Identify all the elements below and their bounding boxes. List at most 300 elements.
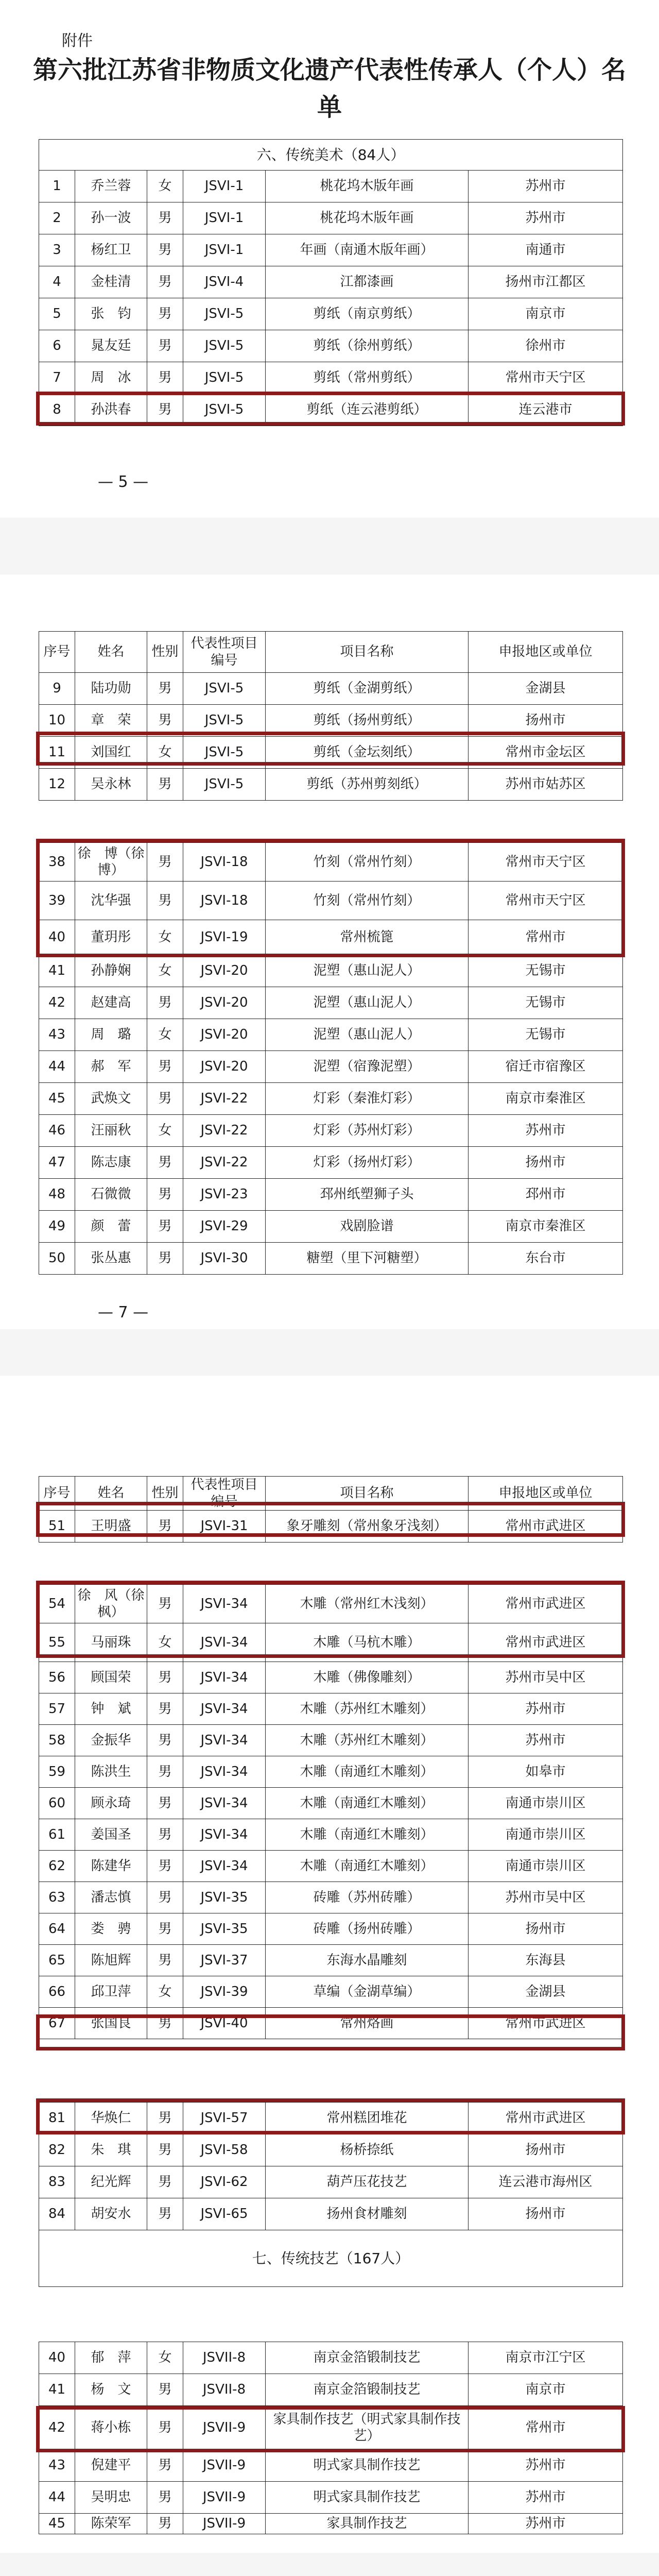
cell-region: 无锡市 bbox=[469, 955, 623, 987]
cell-region: 常州市天宁区 bbox=[469, 843, 623, 882]
cell-code: JSVII-9 bbox=[183, 2450, 266, 2482]
cell-gender: 男 bbox=[147, 298, 183, 330]
cell-name: 胡安水 bbox=[75, 2198, 147, 2230]
cell-code: JSVI-23 bbox=[183, 1179, 266, 1211]
cell-seq: 7 bbox=[39, 362, 75, 394]
cell-project: 杨桥捺纸 bbox=[266, 2134, 469, 2166]
cell-gender: 男 bbox=[147, 1913, 183, 1945]
table-row bbox=[39, 1976, 623, 2008]
cell-seq: 44 bbox=[39, 1051, 75, 1083]
cell-seq: 54 bbox=[39, 1585, 75, 1623]
cell-region: 苏州市 bbox=[469, 2482, 623, 2514]
cell-code: JSVI-20 bbox=[183, 955, 266, 987]
cell-seq: 59 bbox=[39, 1756, 75, 1788]
cell-seq: 3 bbox=[39, 234, 75, 266]
cell-project: 木雕（南通红木雕刻） bbox=[266, 1788, 469, 1819]
cell-project: 明式家具制作技艺 bbox=[266, 2482, 469, 2514]
cell-project: 泥塑（惠山泥人） bbox=[266, 987, 469, 1019]
cell-project: 象牙雕刻（常州象牙浅刻） bbox=[266, 1511, 469, 1543]
cell-seq: 5 bbox=[39, 298, 75, 330]
cell-code: JSVI-34 bbox=[183, 1585, 266, 1623]
cell-name: 赵建高 bbox=[75, 987, 147, 1019]
cell-gender: 男 bbox=[147, 2406, 183, 2450]
cell-seq: 56 bbox=[39, 1662, 75, 1693]
cell-gender: 男 bbox=[147, 2166, 183, 2198]
cell-name: 武焕文 bbox=[75, 1083, 147, 1115]
cell-gender: 男 bbox=[147, 2008, 183, 2039]
cell-name: 潘志慎 bbox=[75, 1882, 147, 1913]
cell-gender: 男 bbox=[147, 1788, 183, 1819]
cell-region: 南通市崇川区 bbox=[469, 1851, 623, 1882]
cell-seq: 43 bbox=[39, 1019, 75, 1051]
cell-region: 苏州市 bbox=[469, 1693, 623, 1725]
cell-seq: 38 bbox=[39, 843, 75, 882]
cell-region: 南通市崇川区 bbox=[469, 1788, 623, 1819]
cell-region: 东台市 bbox=[469, 1243, 623, 1275]
table-page-3d bbox=[39, 2342, 623, 2534]
cell-code: JSVI-34 bbox=[183, 1623, 266, 1662]
cell-seq: 61 bbox=[39, 1819, 75, 1851]
cell-gender: 女 bbox=[147, 1115, 183, 1147]
cell-region: 金湖县 bbox=[469, 673, 623, 705]
cell-code: JSVII-8 bbox=[183, 2374, 266, 2406]
table-row bbox=[39, 2514, 623, 2534]
cell-code: JSVI-5 bbox=[183, 673, 266, 705]
table-row bbox=[39, 1211, 623, 1243]
cell-gender: 男 bbox=[147, 673, 183, 705]
table-row bbox=[39, 1623, 623, 1662]
table-row bbox=[39, 705, 623, 737]
cell-region: 常州市武进区 bbox=[469, 1585, 623, 1623]
cell-project: 泥塑（惠山泥人） bbox=[266, 955, 469, 987]
header-code: 代表性项目编号 bbox=[183, 632, 266, 673]
cell-code: JSVI-4 bbox=[183, 266, 266, 298]
cell-project: 戏剧脸谱 bbox=[266, 1211, 469, 1243]
table-row bbox=[39, 1913, 623, 1945]
cell-region: 南通市崇川区 bbox=[469, 1819, 623, 1851]
table-row bbox=[39, 2374, 623, 2406]
cell-code: JSVI-35 bbox=[183, 1882, 266, 1913]
cell-gender: 男 bbox=[147, 202, 183, 234]
cell-code: JSVI-20 bbox=[183, 987, 266, 1019]
cell-project: 扬州食材雕刻 bbox=[266, 2198, 469, 2230]
cell-region: 常州市武进区 bbox=[469, 1623, 623, 1662]
cell-gender: 男 bbox=[147, 234, 183, 266]
cell-seq: 44 bbox=[39, 2482, 75, 2514]
cell-gender: 女 bbox=[147, 920, 183, 955]
header-gender: 性别 bbox=[147, 1477, 183, 1511]
cell-project: 木雕（南通红木雕刻） bbox=[266, 1819, 469, 1851]
cell-gender: 男 bbox=[147, 2514, 183, 2534]
cell-code: JSVI-39 bbox=[183, 1976, 266, 2008]
cell-seq: 39 bbox=[39, 882, 75, 920]
table-row bbox=[39, 987, 623, 1019]
cell-seq: 67 bbox=[39, 2008, 75, 2039]
cell-name: 马丽珠 bbox=[75, 1623, 147, 1662]
cell-gender: 男 bbox=[147, 1819, 183, 1851]
cell-region: 扬州市 bbox=[469, 1147, 623, 1179]
cell-code: JSVII-9 bbox=[183, 2406, 266, 2450]
cell-region: 苏州市 bbox=[469, 171, 623, 202]
header-region: 申报地区或单位 bbox=[469, 1477, 623, 1511]
cell-gender: 男 bbox=[147, 1945, 183, 1976]
cell-code: JSVI-65 bbox=[183, 2198, 266, 2230]
cell-code: JSVI-57 bbox=[183, 2103, 266, 2134]
cell-gender: 女 bbox=[147, 171, 183, 202]
cell-name: 华焕仁 bbox=[75, 2103, 147, 2134]
cell-gender: 男 bbox=[147, 362, 183, 394]
cell-seq: 51 bbox=[39, 1511, 75, 1543]
cell-name: 周 璐 bbox=[75, 1019, 147, 1051]
cell-seq: 9 bbox=[39, 673, 75, 705]
cell-seq: 82 bbox=[39, 2134, 75, 2166]
cell-seq: 57 bbox=[39, 1693, 75, 1725]
cell-project: 家具制作技艺 bbox=[266, 2514, 469, 2534]
cell-region: 宿迁市宿豫区 bbox=[469, 1051, 623, 1083]
cell-project: 江都漆画 bbox=[266, 266, 469, 298]
cell-code: JSVI-5 bbox=[183, 298, 266, 330]
cell-seq: 46 bbox=[39, 1115, 75, 1147]
cell-name: 郝 军 bbox=[75, 1051, 147, 1083]
table-row bbox=[39, 2198, 623, 2230]
cell-region: 常州市 bbox=[469, 920, 623, 955]
cell-seq: 45 bbox=[39, 2514, 75, 2534]
cell-gender: 男 bbox=[147, 1662, 183, 1693]
cell-code: JSVII-9 bbox=[183, 2482, 266, 2514]
cell-project: 常州糕团堆花 bbox=[266, 2103, 469, 2134]
cell-name: 娄 骋 bbox=[75, 1913, 147, 1945]
cell-code: JSVII-9 bbox=[183, 2514, 266, 2534]
cell-gender: 男 bbox=[147, 2198, 183, 2230]
cell-gender: 男 bbox=[147, 2103, 183, 2134]
page-title: 第六批江苏省非物质文化遗产代表性传承人（个人）名单 bbox=[32, 56, 626, 122]
cell-gender: 女 bbox=[147, 1019, 183, 1051]
cell-project: 木雕（苏州红木雕刻） bbox=[266, 1725, 469, 1756]
cell-seq: 12 bbox=[39, 769, 75, 801]
cell-name: 邱卫萍 bbox=[75, 1976, 147, 2008]
cell-name: 陈建华 bbox=[75, 1851, 147, 1882]
cell-region: 南京市 bbox=[469, 298, 623, 330]
header-code: 代表性项目编号 bbox=[183, 1477, 266, 1511]
table-row bbox=[39, 1725, 623, 1756]
cell-region: 苏州市 bbox=[469, 2450, 623, 2482]
cell-region: 苏州市 bbox=[469, 202, 623, 234]
category-heading: 七、传统技艺（167人） bbox=[39, 2230, 623, 2287]
cell-seq: 42 bbox=[39, 2406, 75, 2450]
cell-seq: 11 bbox=[39, 737, 75, 769]
cell-code: JSVI-1 bbox=[183, 171, 266, 202]
cell-region: 苏州市吴中区 bbox=[469, 1882, 623, 1913]
cell-region: 连云港市 bbox=[469, 394, 623, 426]
cell-gender: 男 bbox=[147, 1243, 183, 1275]
cell-name: 姜国圣 bbox=[75, 1819, 147, 1851]
cell-region: 常州市武进区 bbox=[469, 2008, 623, 2039]
cell-gender: 女 bbox=[147, 1623, 183, 1662]
cell-project: 木雕（南通红木雕刻） bbox=[266, 1851, 469, 1882]
cell-seq: 1 bbox=[39, 171, 75, 202]
cell-region: 苏州市吴中区 bbox=[469, 1662, 623, 1693]
cell-seq: 42 bbox=[39, 987, 75, 1019]
cell-gender: 男 bbox=[147, 330, 183, 362]
cell-code: JSVI-1 bbox=[183, 234, 266, 266]
table-row bbox=[39, 1083, 623, 1115]
cell-region: 常州市金坛区 bbox=[469, 737, 623, 769]
cell-seq: 58 bbox=[39, 1725, 75, 1756]
cell-code: JSVII-8 bbox=[183, 2342, 266, 2374]
cell-gender: 男 bbox=[147, 266, 183, 298]
header-project: 项目名称 bbox=[266, 1477, 469, 1511]
table-page-2b bbox=[39, 842, 623, 1275]
table-row bbox=[39, 1147, 623, 1179]
cell-project: 剪纸（常州剪纸） bbox=[266, 362, 469, 394]
cell-name: 董玥彤 bbox=[75, 920, 147, 955]
cell-project: 竹刻（常州竹刻） bbox=[266, 843, 469, 882]
cell-name: 朱 琪 bbox=[75, 2134, 147, 2166]
cell-gender: 男 bbox=[147, 2134, 183, 2166]
cell-project: 桃花坞木版年画 bbox=[266, 202, 469, 234]
cell-project: 剪纸（扬州剪纸） bbox=[266, 705, 469, 737]
cell-name: 倪建平 bbox=[75, 2450, 147, 2482]
cell-gender: 男 bbox=[147, 987, 183, 1019]
cell-project: 木雕（苏州红木雕刻） bbox=[266, 1693, 469, 1725]
cell-gender: 男 bbox=[147, 1756, 183, 1788]
cell-gender: 女 bbox=[147, 955, 183, 987]
cell-region: 常州市武进区 bbox=[469, 2103, 623, 2134]
cell-project: 葫芦压花技艺 bbox=[266, 2166, 469, 2198]
cell-name: 周 冰 bbox=[75, 362, 147, 394]
cell-seq: 65 bbox=[39, 1945, 75, 1976]
table-row bbox=[39, 1788, 623, 1819]
cell-code: JSVI-22 bbox=[183, 1147, 266, 1179]
cell-code: JSVI-5 bbox=[183, 769, 266, 801]
cell-project: 桃花坞木版年画 bbox=[266, 171, 469, 202]
cell-project: 木雕（常州红木浅刻） bbox=[266, 1585, 469, 1623]
cell-name: 刘国红 bbox=[75, 737, 147, 769]
cell-project: 灯彩（苏州灯彩） bbox=[266, 1115, 469, 1147]
cell-code: JSVI-29 bbox=[183, 1211, 266, 1243]
cell-code: JSVI-5 bbox=[183, 330, 266, 362]
table-row bbox=[39, 2134, 623, 2166]
cell-project: 东海水晶雕刻 bbox=[266, 1945, 469, 1976]
cell-project: 竹刻（常州竹刻） bbox=[266, 882, 469, 920]
table-page-3b bbox=[39, 1584, 623, 2039]
cell-region: 常州市天宁区 bbox=[469, 362, 623, 394]
table-row bbox=[39, 1019, 623, 1051]
cell-name: 汪丽秋 bbox=[75, 1115, 147, 1147]
table-page-3c bbox=[39, 2102, 623, 2287]
cell-name: 陆功勋 bbox=[75, 673, 147, 705]
cell-name: 吴明忠 bbox=[75, 2482, 147, 2514]
cell-project: 剪纸（金湖剪纸） bbox=[266, 673, 469, 705]
cell-gender: 男 bbox=[147, 1083, 183, 1115]
cell-gender: 男 bbox=[147, 882, 183, 920]
cell-region: 苏州市 bbox=[469, 2514, 623, 2534]
cell-region: 南京市秦淮区 bbox=[469, 1083, 623, 1115]
header-name: 姓名 bbox=[75, 1477, 147, 1511]
cell-code: JSVI-18 bbox=[183, 843, 266, 882]
cell-gender: 男 bbox=[147, 1851, 183, 1882]
cell-region: 常州市武进区 bbox=[469, 1511, 623, 1543]
cell-region: 连云港市海州区 bbox=[469, 2166, 623, 2198]
table-row bbox=[39, 394, 623, 426]
cell-seq: 8 bbox=[39, 394, 75, 426]
cell-code: JSVI-34 bbox=[183, 1788, 266, 1819]
cell-region: 金湖县 bbox=[469, 1976, 623, 2008]
cell-code: JSVI-5 bbox=[183, 394, 266, 426]
cell-seq: 40 bbox=[39, 2342, 75, 2374]
cell-name: 张国良 bbox=[75, 2008, 147, 2039]
table-row bbox=[39, 1851, 623, 1882]
cell-project: 木雕（南通红木雕刻） bbox=[266, 1756, 469, 1788]
cell-gender: 女 bbox=[147, 2342, 183, 2374]
table-row bbox=[39, 330, 623, 362]
cell-seq: 83 bbox=[39, 2166, 75, 2198]
table-row bbox=[39, 1179, 623, 1211]
cell-region: 扬州市 bbox=[469, 705, 623, 737]
cell-seq: 49 bbox=[39, 1211, 75, 1243]
table-row bbox=[39, 202, 623, 234]
cell-name: 孙一波 bbox=[75, 202, 147, 234]
cell-name: 郁 萍 bbox=[75, 2342, 147, 2374]
cell-project: 常州梳篦 bbox=[266, 920, 469, 955]
table-row bbox=[39, 1511, 623, 1543]
cell-name: 杨红卫 bbox=[75, 234, 147, 266]
table-row bbox=[39, 2406, 623, 2450]
cell-seq: 47 bbox=[39, 1147, 75, 1179]
table-row bbox=[39, 2166, 623, 2198]
table-row bbox=[39, 362, 623, 394]
cell-code: JSVI-34 bbox=[183, 1693, 266, 1725]
table-row bbox=[39, 1662, 623, 1693]
cell-seq: 6 bbox=[39, 330, 75, 362]
cell-project: 常州烙画 bbox=[266, 2008, 469, 2039]
cell-project: 剪纸（金坛刻纸） bbox=[266, 737, 469, 769]
cell-name: 顾永琦 bbox=[75, 1788, 147, 1819]
cell-name: 陈洪生 bbox=[75, 1756, 147, 1788]
cell-seq: 41 bbox=[39, 2374, 75, 2406]
cell-region: 徐州市 bbox=[469, 330, 623, 362]
table-row bbox=[39, 298, 623, 330]
cell-code: JSVI-34 bbox=[183, 1725, 266, 1756]
cell-name: 吴永林 bbox=[75, 769, 147, 801]
page-number-5: — 5 — bbox=[98, 473, 149, 491]
cell-code: JSVI-5 bbox=[183, 737, 266, 769]
cell-name: 徐 博（徐博） bbox=[75, 843, 147, 882]
attachment-label: 附件 bbox=[62, 32, 93, 50]
cell-name: 章 荣 bbox=[75, 705, 147, 737]
table-row bbox=[39, 843, 623, 882]
table-row bbox=[39, 1243, 623, 1275]
table-row bbox=[39, 1115, 623, 1147]
cell-region: 无锡市 bbox=[469, 987, 623, 1019]
cell-project: 南京金箔锻制技艺 bbox=[266, 2374, 469, 2406]
cell-gender: 女 bbox=[147, 737, 183, 769]
cell-gender: 男 bbox=[147, 1147, 183, 1179]
cell-gender: 男 bbox=[147, 394, 183, 426]
cell-seq: 62 bbox=[39, 1851, 75, 1882]
table-page-2 bbox=[39, 631, 623, 801]
cell-name: 石微微 bbox=[75, 1179, 147, 1211]
cell-name: 蒋小栋 bbox=[75, 2406, 147, 2450]
cell-project: 邳州纸塑狮子头 bbox=[266, 1179, 469, 1211]
cell-region: 扬州市 bbox=[469, 2198, 623, 2230]
header-region: 申报地区或单位 bbox=[469, 632, 623, 673]
cell-project: 糖塑（里下河糖塑） bbox=[266, 1243, 469, 1275]
cell-region: 扬州市 bbox=[469, 2134, 623, 2166]
cell-code: JSVI-19 bbox=[183, 920, 266, 955]
cell-code: JSVI-34 bbox=[183, 1819, 266, 1851]
header-gender: 性别 bbox=[147, 632, 183, 673]
cell-project: 灯彩（秦淮灯彩） bbox=[266, 1083, 469, 1115]
cell-name: 金振华 bbox=[75, 1725, 147, 1756]
cell-name: 乔兰蓉 bbox=[75, 171, 147, 202]
cell-name: 张丛惠 bbox=[75, 1243, 147, 1275]
cell-code: JSVI-37 bbox=[183, 1945, 266, 1976]
cell-region: 如皋市 bbox=[469, 1756, 623, 1788]
cell-code: JSVI-30 bbox=[183, 1243, 266, 1275]
cell-name: 沈华强 bbox=[75, 882, 147, 920]
table-row bbox=[39, 769, 623, 801]
cell-project: 剪纸（南京剪纸） bbox=[266, 298, 469, 330]
cell-code: JSVI-22 bbox=[183, 1115, 266, 1147]
table-row bbox=[39, 2482, 623, 2514]
table-row bbox=[39, 1756, 623, 1788]
cell-name: 纪光辉 bbox=[75, 2166, 147, 2198]
cell-region: 邳州市 bbox=[469, 1179, 623, 1211]
cell-seq: 63 bbox=[39, 1882, 75, 1913]
cell-seq: 10 bbox=[39, 705, 75, 737]
cell-region: 苏州市 bbox=[469, 1725, 623, 1756]
cell-seq: 2 bbox=[39, 202, 75, 234]
table-row bbox=[39, 234, 623, 266]
header-seq: 序号 bbox=[39, 632, 75, 673]
cell-seq: 60 bbox=[39, 1788, 75, 1819]
cell-gender: 男 bbox=[147, 705, 183, 737]
cell-name: 孙洪春 bbox=[75, 394, 147, 426]
cell-name: 颜 蕾 bbox=[75, 1211, 147, 1243]
cell-seq: 45 bbox=[39, 1083, 75, 1115]
cell-seq: 55 bbox=[39, 1623, 75, 1662]
cell-project: 南京金箔锻制技艺 bbox=[266, 2342, 469, 2374]
cell-code: JSVI-20 bbox=[183, 1019, 266, 1051]
cell-project: 泥塑（惠山泥人） bbox=[266, 1019, 469, 1051]
cell-code: JSVI-35 bbox=[183, 1913, 266, 1945]
cell-name: 杨 文 bbox=[75, 2374, 147, 2406]
cell-gender: 男 bbox=[147, 2374, 183, 2406]
cell-region: 扬州市江都区 bbox=[469, 266, 623, 298]
cell-name: 陈旭辉 bbox=[75, 1945, 147, 1976]
cell-region: 苏州市姑苏区 bbox=[469, 769, 623, 801]
cell-code: JSVI-18 bbox=[183, 882, 266, 920]
cell-gender: 男 bbox=[147, 1725, 183, 1756]
cell-seq: 84 bbox=[39, 2198, 75, 2230]
table-row bbox=[39, 1693, 623, 1725]
cell-seq: 4 bbox=[39, 266, 75, 298]
cell-gender: 男 bbox=[147, 1051, 183, 1083]
cell-gender: 男 bbox=[147, 769, 183, 801]
cell-code: JSVI-58 bbox=[183, 2134, 266, 2166]
cell-code: JSVI-1 bbox=[183, 202, 266, 234]
cell-project: 家具制作技艺（明式家具制作技艺） bbox=[266, 2406, 469, 2450]
cell-region: 南京市 bbox=[469, 2374, 623, 2406]
table-page-3 bbox=[39, 1476, 623, 1543]
cell-name: 陈荣军 bbox=[75, 2514, 147, 2534]
table-row bbox=[39, 266, 623, 298]
cell-code: JSVI-40 bbox=[183, 2008, 266, 2039]
page-number-7: — 7 — bbox=[98, 1303, 149, 1321]
cell-project: 剪纸（连云港剪纸） bbox=[266, 394, 469, 426]
cell-code: JSVI-34 bbox=[183, 1851, 266, 1882]
